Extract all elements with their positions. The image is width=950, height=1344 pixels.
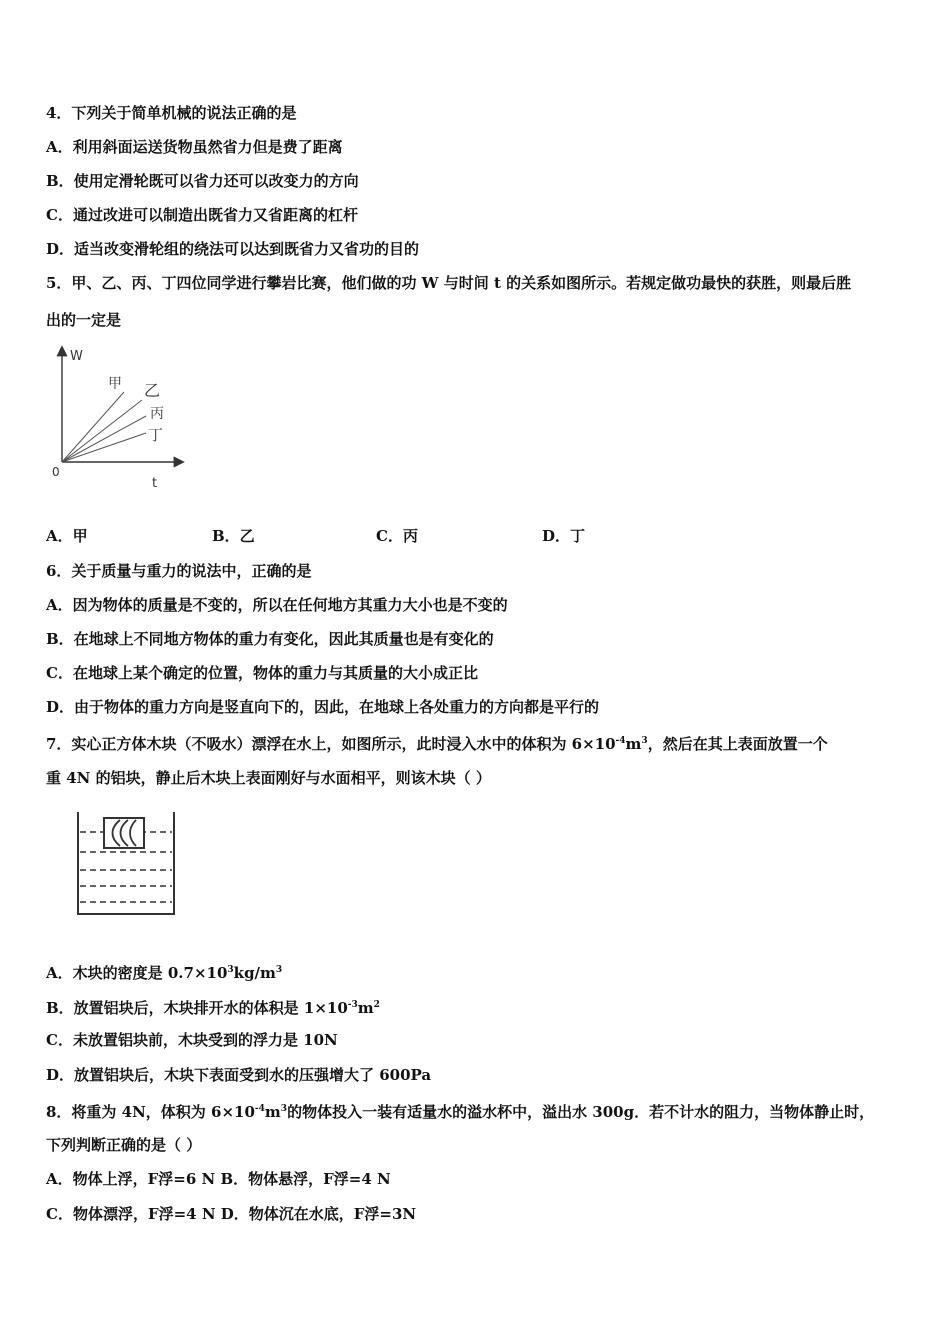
line-bing xyxy=(62,416,146,462)
q4-option-b: B．使用定滑轮既可以省力还可以改变力的方向 xyxy=(46,172,359,190)
q5-option-d: D．丁 xyxy=(542,527,586,545)
label-ding: 丁 xyxy=(148,426,164,444)
label-bing: 丙 xyxy=(150,406,164,422)
line-yi xyxy=(62,400,142,462)
q7-option-a: A．木块的密度是 $0.7\times 10^3kg/m^3$ xyxy=(46,964,283,982)
x-axis-label: t xyxy=(152,476,158,491)
q6-option-d: D．由于物体的重力方向是竖直向下的，因此，在地球上各处重力的方向都是平行的 xyxy=(46,698,600,716)
q6-stem: 6．关于质量与重力的说法中，正确的是 xyxy=(46,562,312,580)
q8-stem-line2: 下列判断正确的是（ ） xyxy=(46,1136,202,1154)
q4-stem: 4．下列关于简单机械的说法正确的是 xyxy=(46,104,297,122)
origin-label: 0 xyxy=(52,465,60,479)
q7-stem-line2: 重 4N 的铝块，静止后木块上表面刚好与水面相平，则该木块（ ） xyxy=(46,769,491,787)
y-axis-label: W xyxy=(70,349,83,364)
q8-stem-line1: 8．将重为 4N，体积为 $6\times 10^{-4}m^3$的物体投入一装有适量水的溢水杯中，溢出水 300g．若不计水的阻力，当物体静止时， xyxy=(46,1103,875,1121)
q5-work-time-graph xyxy=(46,340,196,495)
label-jia: 甲 xyxy=(108,376,122,392)
q4-option-d: D．适当改变滑轮组的绕法可以达到既省力又省功的目的 xyxy=(46,240,420,258)
q6-option-b: B．在地球上不同地方物体的重力有变化，因此其质量也是有变化的 xyxy=(46,630,494,648)
q8-options-row1: A．物体上浮，F浮=6 N B．物体悬浮，F浮=4 N xyxy=(46,1170,391,1188)
q5-stem-line1: 5．甲、乙、丙、丁四位同学进行攀岩比赛，他们做的功 W 与时间 t 的关系如图所示。若规定做功最快的获胜，则最后胜 xyxy=(46,274,852,292)
q6-option-a: A．因为物体的质量是不变的，所以在任何地方其重力大小也是不变的 xyxy=(46,596,508,614)
q4-option-c: C．通过改进可以制造出既省力又省距离的杠杆 xyxy=(46,206,358,224)
q5-option-a: A．甲 xyxy=(46,527,88,545)
q7-stem-line1: 7．实心正方体木块（不吸水）漂浮在水上，如图所示，此时浸入水中的体积为 $6\times 10^{-4}m^3$，然后在其上表面放置一个 xyxy=(46,735,828,753)
label-yi: 乙 xyxy=(144,381,161,400)
q5-option-c: C．丙 xyxy=(376,527,418,545)
q7-floating-block-diagram xyxy=(70,808,182,920)
q7-option-c: C．未放置铝块前，木块受到的浮力是 10N xyxy=(46,1031,338,1049)
q5-option-b: B．乙 xyxy=(212,527,255,545)
q7-option-b: B．放置铝块后，木块排开水的体积是 $1\times 10^{-3}m^2$ xyxy=(46,999,380,1017)
q7-option-d: D．放置铝块后，木块下表面受到水的压强增大了 600Pa xyxy=(46,1066,432,1084)
q4-option-a: A．利用斜面运送货物虽然省力但是费了距离 xyxy=(46,138,343,156)
wood-block xyxy=(104,818,144,848)
q5-stem-line2: 出的一定是 xyxy=(46,311,122,329)
q6-option-c: C．在地球上某个确定的位置，物体的重力与其质量的大小成正比 xyxy=(46,664,478,682)
q8-options-row2: C．物体漂浮，F浮=4 N D．物体沉在水底，F浮=3N xyxy=(46,1205,417,1223)
q5-options xyxy=(46,525,746,547)
